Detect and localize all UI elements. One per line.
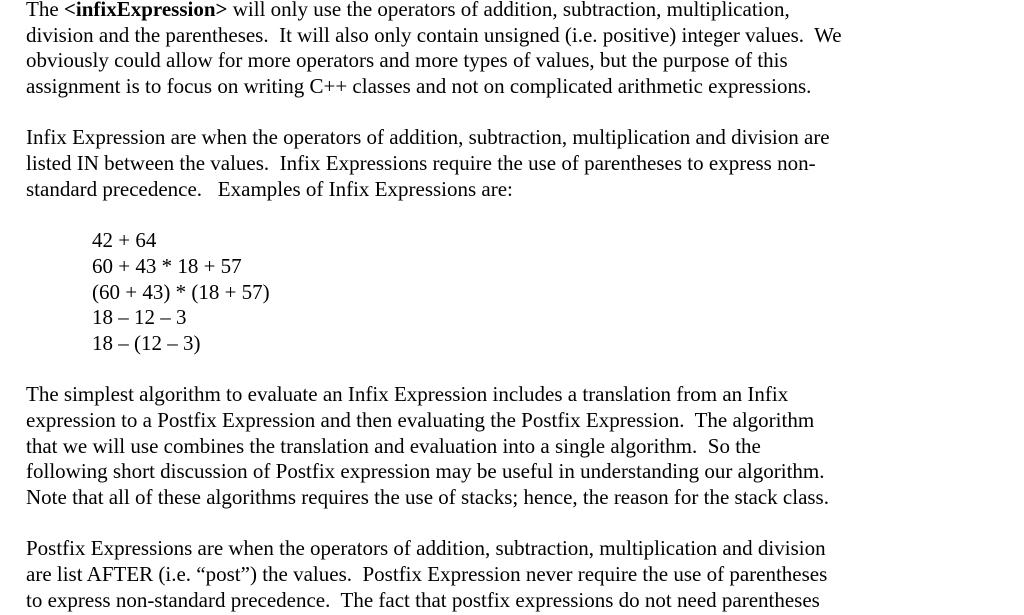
document-page	[26, 0, 1016, 614]
paragraph-line: Note that all of these algorithms requires the use of stacks; hence, the reason for the stack class.	[26, 485, 829, 510]
paragraph-gap	[26, 203, 1016, 229]
paragraph-line: assignment is to focus on writing C++ classes and not on complicated arithmetic expressions.	[26, 74, 812, 99]
paragraph-line	[26, 0, 1016, 23]
line-text: will only use the operators of addition, subtraction, multiplication,	[227, 0, 790, 21]
infix-expression-term: <infixExpression>	[63, 0, 228, 21]
paragraph-line: standard precedence. Examples of Infix Expressions are:	[26, 176, 513, 201]
paragraph-line: Postfix Expressions are when the operators of addition, subtraction, multiplication and division	[26, 536, 826, 561]
paragraph-line: Infix Expression are when the operators of addition, subtraction, multiplication and division are	[26, 125, 830, 150]
paragraph-line: following short discussion of Postfix expression may be useful in understanding our algorithm.	[26, 459, 825, 484]
infix-example: 60 + 43 * 18 + 57	[92, 253, 242, 278]
paragraph-algorithm	[26, 382, 1016, 510]
paragraph-line: division and the parentheses. It will also only contain unsigned (i.e. positive) integer values. We	[26, 22, 842, 47]
infix-example: 42 + 64	[92, 228, 157, 253]
paragraph-line: that we will use combines the translation and evaluation into a single algorithm. So the	[26, 433, 761, 458]
lead-text: The	[26, 0, 64, 21]
paragraph-gap	[26, 511, 1016, 537]
paragraph-line: to express non-standard precedence. The fact that postfix expressions do not need parentheses	[26, 587, 820, 612]
infix-example: (60 + 43) * (18 + 57)	[92, 279, 270, 304]
paragraph-postfix-definition	[26, 536, 1016, 613]
paragraph-line: listed IN between the values. Infix Expressions require the use of parentheses to express non-	[26, 151, 816, 176]
paragraph-infix-definition	[26, 125, 1016, 202]
paragraph-line: expression to a Postfix Expression and then evaluating the Postfix Expression. The algorithm	[26, 408, 815, 432]
paragraph-line: obviously could allow for more operators and more types of values, but the purpose of this	[26, 48, 788, 73]
infix-examples-list	[26, 228, 1016, 356]
paragraph-line: The simplest algorithm to evaluate an Infix Expression includes a translation from an Infix	[26, 382, 789, 407]
infix-example: 18 – 12 – 3	[92, 305, 187, 330]
paragraph-gap	[26, 100, 1016, 126]
paragraph-line: are list AFTER (i.e. “post”) the values. Postfix Expression never require the use of parentheses	[26, 562, 828, 587]
paragraph-intro	[26, 0, 1016, 100]
paragraph-gap	[26, 357, 1016, 383]
infix-example: 18 – (12 – 3)	[92, 330, 201, 355]
